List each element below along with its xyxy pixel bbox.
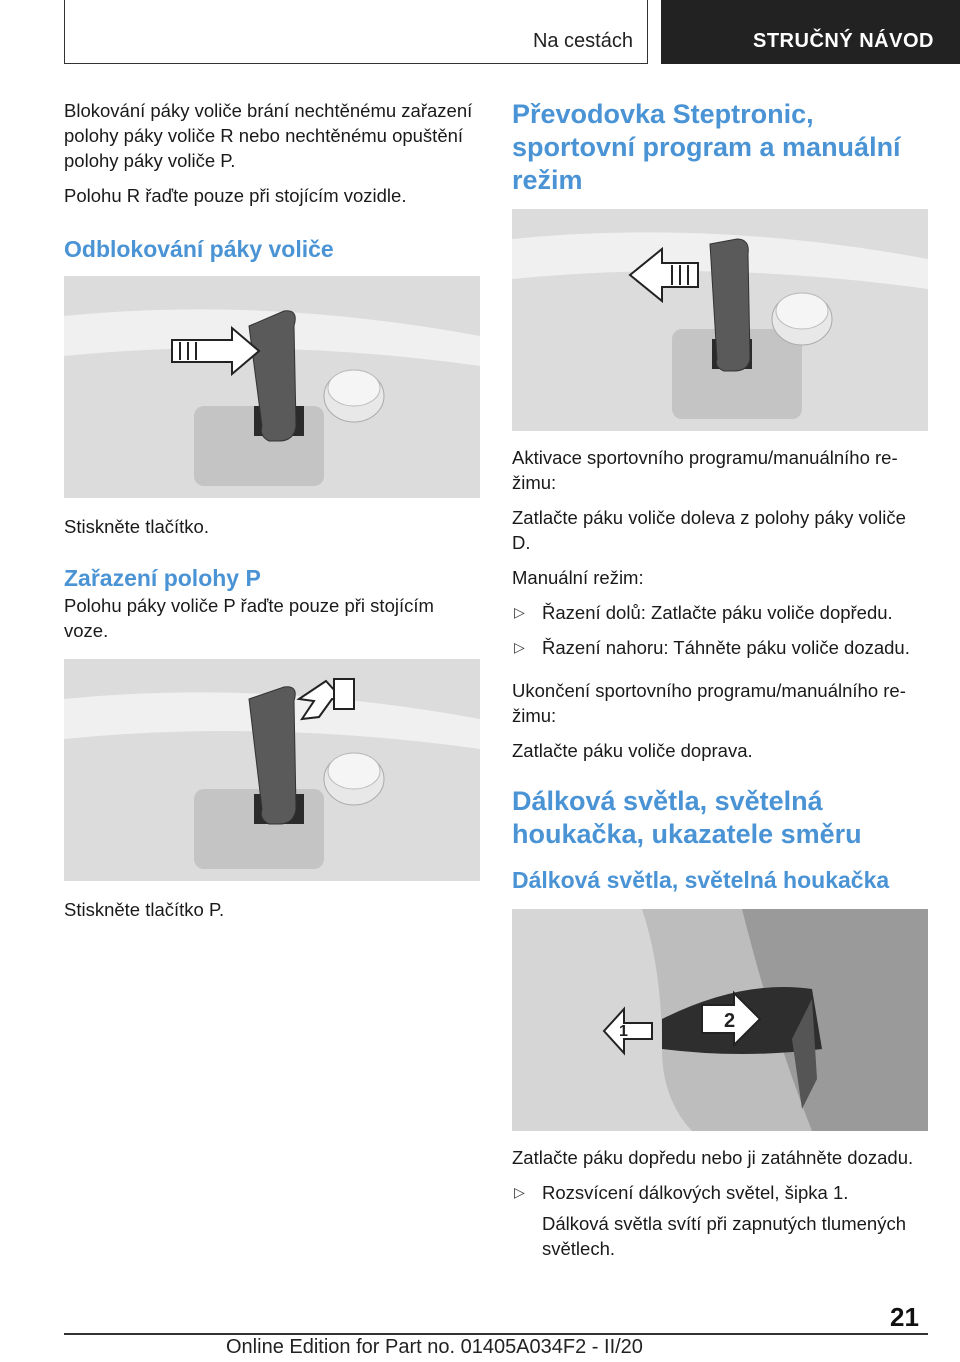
- triangle-bullet-icon: ▷: [514, 1184, 525, 1200]
- header-guide-title: STRUČNÝ NÁVOD: [753, 30, 934, 52]
- list-item: ▷ Řazení dolů: Zatlačte páku voliče dopředu.: [514, 602, 893, 623]
- footer-edition: Online Edition for Part no. 01405A034F2 - II/20: [226, 1336, 643, 1358]
- header-guide-box: [661, 0, 960, 64]
- paragraph-lights-text: Zatlačte páku dopředu nebo ji zatáhněte dozadu.: [512, 1147, 914, 1168]
- list-item: ▷ Rozsvícení dálkových světel, šipka 1.: [514, 1182, 849, 1203]
- heading-park: Zařazení polohy P: [64, 565, 261, 591]
- paragraph-end-title: Ukončení sportovního programu/manuálního re-žimu:: [512, 680, 906, 726]
- heading-lights: Dálková světla, světelná houkačka, ukazatele směru: [512, 786, 862, 849]
- paragraph-park: Polohu páky voliče P řaďte pouze při stojícím voze.: [64, 595, 434, 641]
- caption-unlock: Stiskněte tlačítko.: [64, 516, 209, 537]
- list-item: ▷ Řazení nahoru: Táhněte páku voliče dozadu.: [514, 637, 910, 658]
- caption-park: Stiskněte tlačítko P.: [64, 899, 225, 920]
- triangle-bullet-icon: ▷: [514, 639, 525, 655]
- image-lights-lever: [512, 909, 928, 1131]
- heading-unlock: Odblokování páky voliče: [64, 236, 334, 262]
- paragraph-lock-info: Blokování páky voliče brání nechtěnému zařazení polohy páky voliče R nebo nechtěnému opuštění polohy páky voliče P.: [64, 100, 473, 171]
- paragraph-activation-text: Zatlačte páku voliče doleva z polohy páky voliče D.: [512, 507, 906, 553]
- heading-lights-sub: Dálková světla, světelná houkačka: [512, 867, 890, 893]
- image-selector-park: [64, 659, 480, 881]
- paragraph-end-text: Zatlačte páku voliče doprava.: [512, 740, 753, 761]
- arrow-label-1: 1: [619, 1023, 628, 1040]
- lights-list: [512, 1180, 928, 1205]
- header-section-title: Na cestách: [532, 30, 633, 52]
- paragraph-r-info: Polohu R řaďte pouze při stojícím vozidle.: [64, 185, 407, 206]
- arrow-label-2: 2: [724, 1010, 736, 1032]
- paragraph-activation-title: Aktivace sportovního programu/manuálního re-žimu:: [512, 447, 898, 493]
- page-number: 21: [890, 1302, 919, 1332]
- paragraph-manual-title: Manuální režim:: [512, 567, 644, 588]
- triangle-bullet-icon: ▷: [514, 604, 525, 620]
- image-selector-unlock: [64, 276, 480, 498]
- footer-divider: [64, 1333, 928, 1335]
- manual-mode-list: [512, 600, 928, 660]
- heading-steptronic: Převodovka Steptronic, sportovní program a manuální režim: [512, 99, 901, 195]
- lights-subtext: Dálková světla svítí při zapnutých tlumených světlech.: [542, 1213, 906, 1259]
- right-column: [512, 98, 928, 1261]
- image-steptronic: [512, 209, 928, 431]
- left-column: [64, 98, 480, 922]
- header-section-box: [64, 0, 648, 64]
